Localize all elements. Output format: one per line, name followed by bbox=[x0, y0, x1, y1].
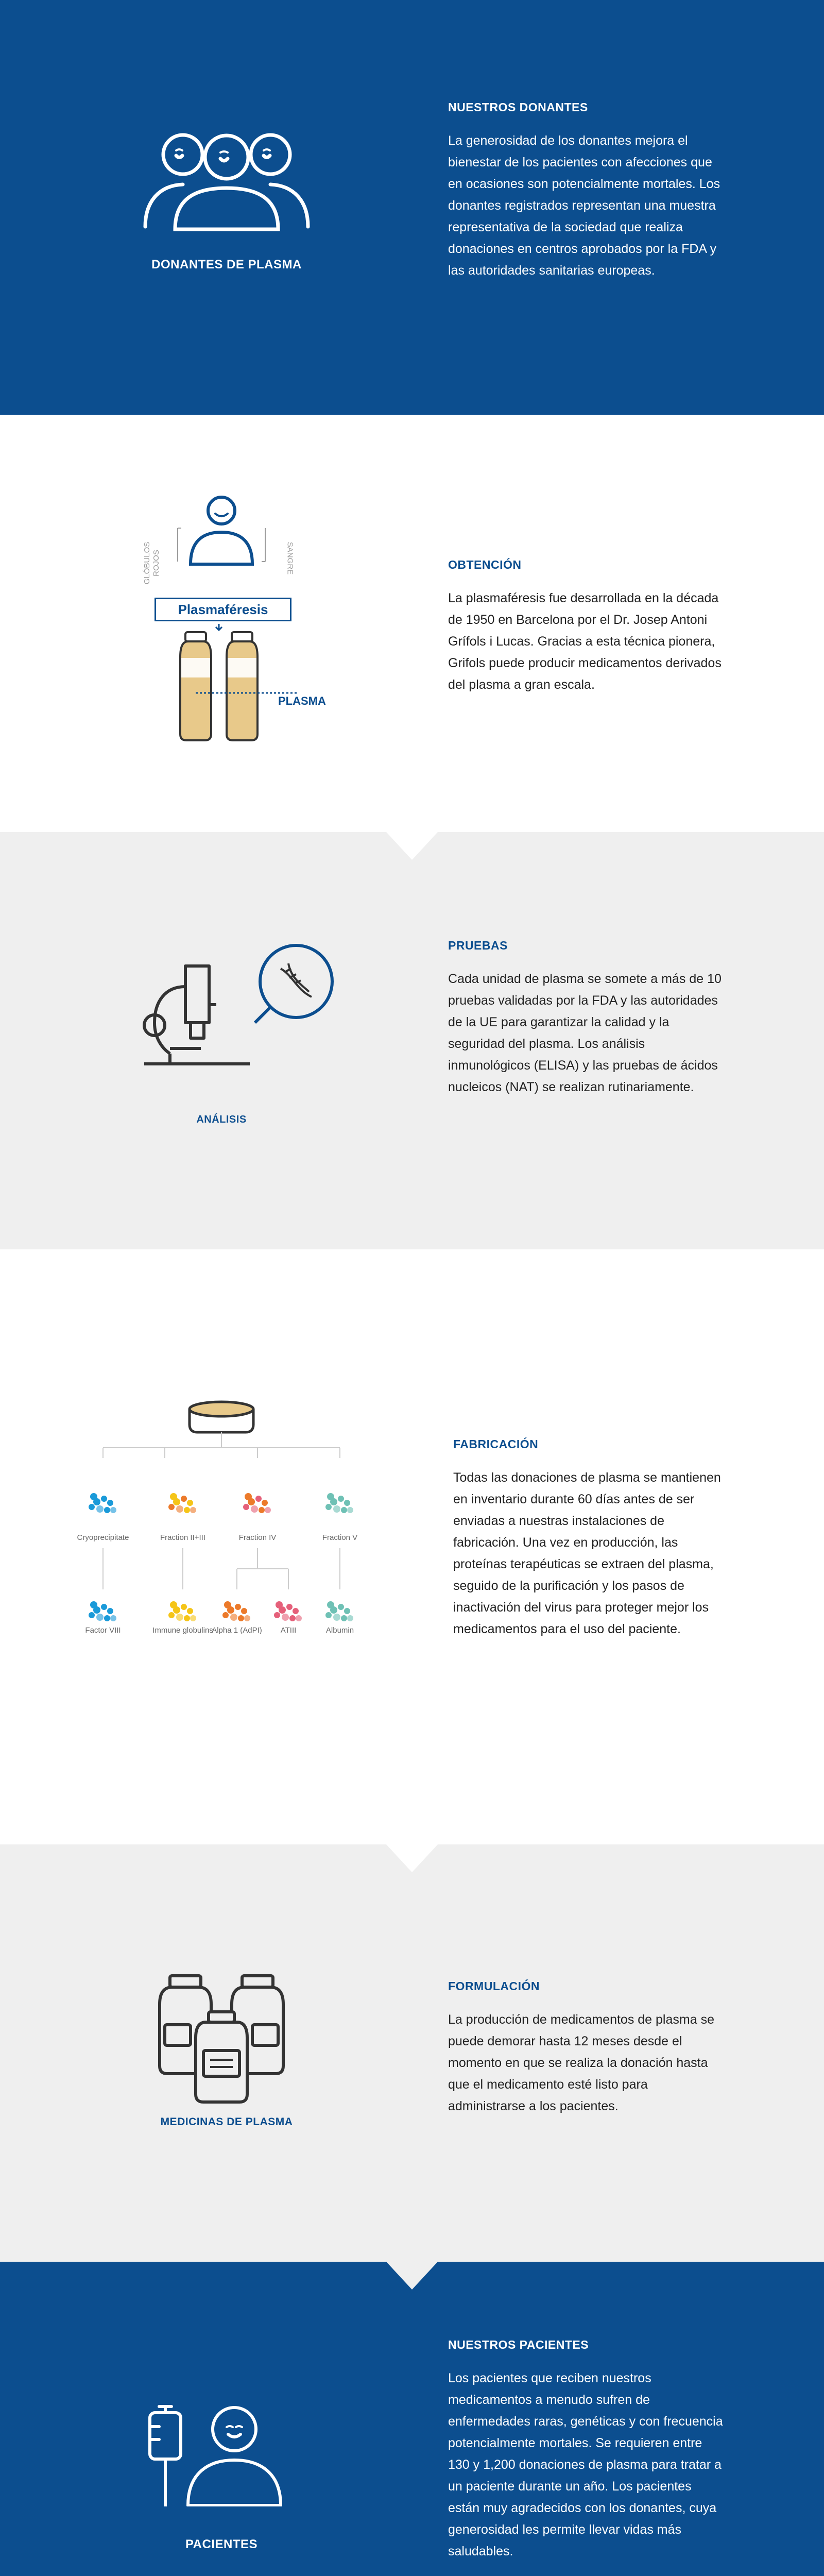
patients-section bbox=[0, 2262, 824, 2576]
fraction-dots-row2 bbox=[89, 1601, 116, 1621]
plasma-medicines-icon bbox=[144, 1973, 309, 2107]
fraction-label: Immune globulins bbox=[152, 1626, 213, 1635]
fraction-label: Alpha 1 (AdPI) bbox=[212, 1626, 262, 1635]
plasma-bottles-icon bbox=[170, 621, 324, 744]
testing-text: Cada unidad de plasma se somete a más de 10 pruebas validadas por la FDA y las autoridades de la UE para garantizar la calidad y la seguridad del plasma. Los análisis inmunológicos (ELISA) y las pruebas de ácidos nucleicos (NAT) se realizan rutinariamente. bbox=[448, 972, 722, 1094]
patients-notch bbox=[386, 2262, 438, 2290]
collection-section bbox=[0, 415, 824, 832]
manufacturing-heading: FABRICACIÓN bbox=[453, 1437, 539, 1451]
fraction-label: Cryoprecipitate bbox=[77, 1533, 129, 1542]
formulation-heading: FORMULACIÓN bbox=[448, 1979, 540, 1993]
fraction-dots-row1 bbox=[325, 1493, 353, 1513]
fraction-dots-row2 bbox=[274, 1601, 302, 1621]
blood-label: SANGRE bbox=[285, 541, 295, 575]
fraction-connectors bbox=[103, 1548, 340, 1589]
collection-text: La plasmaféresis fue desarrollada en la década de 1950 en Barcelona por el Dr. Josep Antoni Grífols i Lucas. Gracias a esta técnica pionera, Grifols puede producir medicamentos derivados del plasma a gran escala. bbox=[448, 591, 722, 692]
fractions-diagram bbox=[67, 1486, 376, 1703]
fraction-dots-row1 bbox=[168, 1493, 196, 1513]
formulation-text: La producción de medicamentos de plasma se puede demorar hasta 12 meses desde el momento en que se realiza la donación hasta que el medicamento esté listo para administrarse a los pacientes. bbox=[448, 2012, 714, 2113]
fraction-dots-row1 bbox=[89, 1493, 116, 1513]
formulation-section bbox=[0, 1844, 824, 2262]
fraction-label: Fraction IV bbox=[238, 1533, 277, 1542]
fraction-dots-row2 bbox=[222, 1601, 250, 1621]
fraction-label: Fraction V bbox=[322, 1533, 358, 1542]
fraction-dots-row2 bbox=[325, 1601, 353, 1621]
donors-icon bbox=[139, 129, 314, 232]
microscope-icon bbox=[139, 940, 345, 1074]
fraction-dots-row1 bbox=[243, 1493, 271, 1513]
manufacturing-section bbox=[0, 1249, 824, 1844]
plasma-label: PLASMA bbox=[278, 694, 326, 707]
fraction-label: ATIII bbox=[280, 1626, 297, 1635]
patients-caption: PACIENTES bbox=[185, 2537, 258, 2551]
patients-heading: NUESTROS PACIENTES bbox=[448, 2338, 589, 2351]
collection-heading: OBTENCIÓN bbox=[448, 558, 522, 571]
red-cells-label: GLÓBULOS ROJOS bbox=[143, 541, 161, 585]
plasmapheresis-box: Plasmaféresis bbox=[154, 598, 291, 621]
formulation-caption: MEDICINAS DE PLASMA bbox=[160, 2116, 293, 2128]
fraction-label: Fraction II+III bbox=[160, 1533, 205, 1542]
patients-text: Los pacientes que reciben nuestros medicamentos a menudo sufren de enfermedades raras, genéticas y con frecuencia potencialmente mortales. Se requieren entre 130 y 1,200 donaciones de plasma para tratar a un paciente durante un año. Los pacientes están muy agradecidos con los donantes, cuya generosidad les permite llevar vidas más saludables. bbox=[448, 2371, 723, 2558]
testing-caption: ANÁLISIS bbox=[196, 1114, 247, 1125]
donors-text: La generosidad de los donantes mejora el bienestar de los pacientes con afecciones que en ocasiones son potencialmente mortales. Los donantes registrados representan una muestra representativa de la sociedad que realiza donaciones en centros aprobados por la FDA y las autoridades sanitarias europeas. bbox=[448, 133, 720, 278]
testing-heading: PRUEBAS bbox=[448, 939, 508, 952]
fraction-label: Albumin bbox=[325, 1626, 354, 1635]
formulation-notch bbox=[386, 1844, 438, 1872]
manufacturing-text: Todas las donaciones de plasma se mantienen en inventario durante 60 días antes de ser enviadas a nuestras instalaciones de fabricación. Una vez en producción, las proteínas terapéuticas se extraen del plasma, seguido de la purificación y los pasos de inactivación del virus para proteger mejor los medicamentos para el uso del paciente. bbox=[453, 1470, 721, 1636]
patients-icon bbox=[147, 2403, 291, 2506]
donors-heading: NUESTROS DONANTES bbox=[448, 100, 588, 114]
testing-notch bbox=[386, 832, 438, 860]
donors-section bbox=[0, 0, 824, 415]
fraction-label: Factor VIII bbox=[85, 1626, 121, 1635]
donors-caption: DONANTES DE PLASMA bbox=[151, 258, 302, 272]
fraction-dots-row2 bbox=[168, 1601, 196, 1621]
testing-section bbox=[0, 832, 824, 1249]
